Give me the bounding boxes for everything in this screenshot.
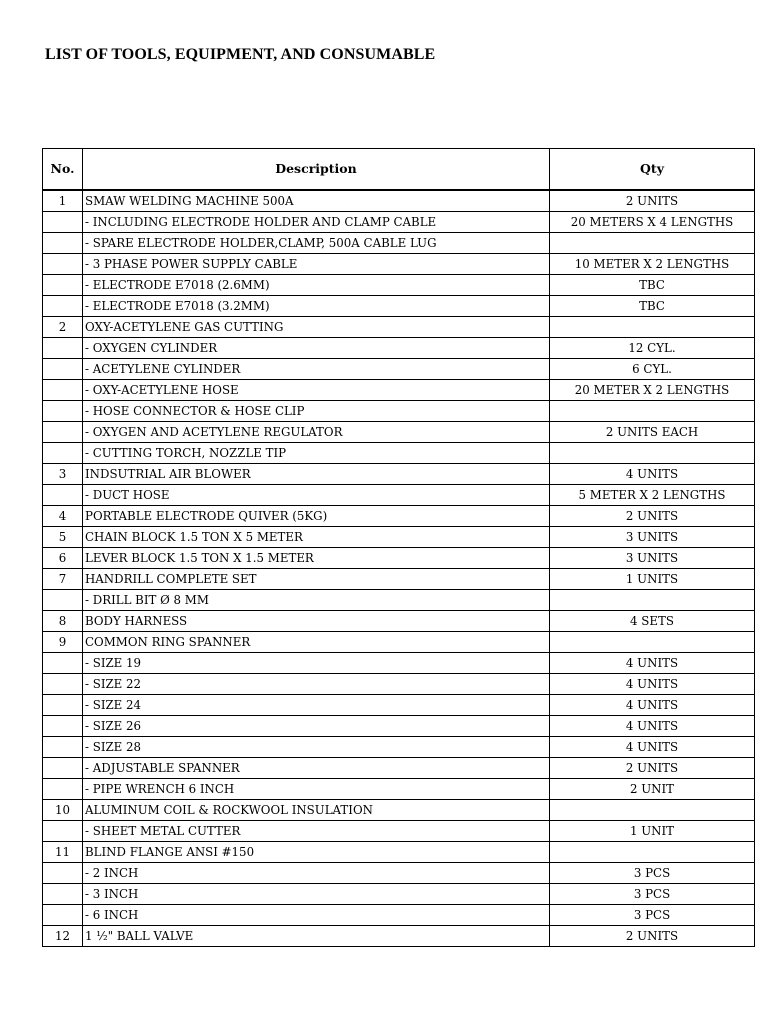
cell-qty: TBC	[550, 275, 755, 296]
cell-description: - OXY-ACETYLENE HOSE	[83, 380, 550, 401]
table-row	[43, 779, 755, 800]
table-row	[43, 695, 755, 716]
table-body	[43, 190, 755, 947]
cell-qty: 3 UNITS	[550, 548, 755, 569]
equipment-table	[42, 148, 755, 947]
cell-no	[43, 338, 83, 359]
table-row	[43, 863, 755, 884]
cell-no	[43, 674, 83, 695]
cell-no	[43, 758, 83, 779]
table-row	[43, 632, 755, 653]
cell-no: 8	[43, 611, 83, 632]
cell-description: - ELECTRODE E7018 (2.6MM)	[83, 275, 550, 296]
cell-description: - SIZE 24	[83, 695, 550, 716]
cell-no	[43, 884, 83, 905]
table-row	[43, 212, 755, 233]
cell-no: 3	[43, 464, 83, 485]
header-qty: Qty	[550, 149, 755, 191]
cell-qty	[550, 842, 755, 863]
cell-qty	[550, 632, 755, 653]
cell-description: - 6 INCH	[83, 905, 550, 926]
cell-qty: 2 UNITS	[550, 926, 755, 947]
cell-qty: 2 UNITS EACH	[550, 422, 755, 443]
cell-no: 6	[43, 548, 83, 569]
cell-no	[43, 422, 83, 443]
table-row	[43, 926, 755, 947]
header-row	[43, 149, 755, 191]
cell-qty: 2 UNITS	[550, 758, 755, 779]
cell-qty: 3 PCS	[550, 863, 755, 884]
document-title: LIST OF TOOLS, EQUIPMENT, AND CONSUMABLE	[45, 46, 436, 63]
cell-no	[43, 233, 83, 254]
cell-no: 5	[43, 527, 83, 548]
cell-qty: 2 UNIT	[550, 779, 755, 800]
table-row	[43, 190, 755, 212]
cell-description: COMMON RING SPANNER	[83, 632, 550, 653]
cell-description: - SPARE ELECTRODE HOLDER,CLAMP, 500A CABLE LUG	[83, 233, 550, 254]
cell-description: SMAW WELDING MACHINE 500A	[83, 190, 550, 212]
cell-qty: TBC	[550, 296, 755, 317]
table-row	[43, 296, 755, 317]
table-row	[43, 590, 755, 611]
cell-no	[43, 401, 83, 422]
cell-qty	[550, 317, 755, 338]
cell-qty: 5 METER X 2 LENGTHS	[550, 485, 755, 506]
cell-description: - PIPE WRENCH 6 INCH	[83, 779, 550, 800]
cell-no	[43, 779, 83, 800]
cell-no	[43, 485, 83, 506]
cell-no	[43, 821, 83, 842]
cell-description: - ELECTRODE E7018 (3.2MM)	[83, 296, 550, 317]
cell-description: BODY HARNESS	[83, 611, 550, 632]
table-row	[43, 401, 755, 422]
cell-description: - ACETYLENE CYLINDER	[83, 359, 550, 380]
table-row	[43, 737, 755, 758]
table-row	[43, 884, 755, 905]
cell-description: - DUCT HOSE	[83, 485, 550, 506]
cell-no	[43, 296, 83, 317]
cell-qty: 20 METERS X 4 LENGTHS	[550, 212, 755, 233]
cell-qty: 3 PCS	[550, 905, 755, 926]
cell-no: 10	[43, 800, 83, 821]
cell-description: - SIZE 26	[83, 716, 550, 737]
cell-no	[43, 443, 83, 464]
cell-description: - CUTTING TORCH, NOZZLE TIP	[83, 443, 550, 464]
cell-no: 1	[43, 190, 83, 212]
cell-no	[43, 380, 83, 401]
table-row	[43, 485, 755, 506]
header-no: No.	[43, 149, 83, 191]
table-row	[43, 317, 755, 338]
cell-qty: 2 UNITS	[550, 190, 755, 212]
cell-description: - 2 INCH	[83, 863, 550, 884]
cell-description: - ADJUSTABLE SPANNER	[83, 758, 550, 779]
cell-description: OXY-ACETYLENE GAS CUTTING	[83, 317, 550, 338]
table-row	[43, 443, 755, 464]
cell-qty: 10 METER X 2 LENGTHS	[550, 254, 755, 275]
table-row	[43, 611, 755, 632]
table-row	[43, 527, 755, 548]
cell-description: - 3 INCH	[83, 884, 550, 905]
table-row	[43, 842, 755, 863]
table-row	[43, 548, 755, 569]
cell-no: 11	[43, 842, 83, 863]
cell-description: - SHEET METAL CUTTER	[83, 821, 550, 842]
cell-qty: 4 SETS	[550, 611, 755, 632]
cell-qty	[550, 401, 755, 422]
cell-description: - DRILL BIT Ø 8 MM	[83, 590, 550, 611]
cell-description: - 3 PHASE POWER SUPPLY CABLE	[83, 254, 550, 275]
cell-no: 7	[43, 569, 83, 590]
cell-qty: 4 UNITS	[550, 737, 755, 758]
table-row	[43, 653, 755, 674]
cell-no	[43, 590, 83, 611]
table-row	[43, 800, 755, 821]
cell-description: - INCLUDING ELECTRODE HOLDER AND CLAMP CABLE	[83, 212, 550, 233]
cell-no	[43, 716, 83, 737]
cell-no: 2	[43, 317, 83, 338]
table-row	[43, 506, 755, 527]
cell-qty	[550, 590, 755, 611]
table-row	[43, 275, 755, 296]
cell-no	[43, 905, 83, 926]
cell-no	[43, 737, 83, 758]
cell-description: - SIZE 22	[83, 674, 550, 695]
cell-no	[43, 212, 83, 233]
cell-qty: 4 UNITS	[550, 695, 755, 716]
cell-qty: 6 CYL.	[550, 359, 755, 380]
cell-qty: 4 UNITS	[550, 653, 755, 674]
table-row	[43, 821, 755, 842]
cell-description: PORTABLE ELECTRODE QUIVER (5KG)	[83, 506, 550, 527]
cell-qty: 3 PCS	[550, 884, 755, 905]
cell-no	[43, 653, 83, 674]
cell-description: - OXYGEN AND ACETYLENE REGULATOR	[83, 422, 550, 443]
cell-qty: 1 UNIT	[550, 821, 755, 842]
cell-qty	[550, 443, 755, 464]
cell-description: - HOSE CONNECTOR & HOSE CLIP	[83, 401, 550, 422]
table-row	[43, 905, 755, 926]
cell-qty: 3 UNITS	[550, 527, 755, 548]
cell-qty	[550, 233, 755, 254]
header-description: Description	[83, 149, 550, 191]
cell-qty	[550, 800, 755, 821]
table-row	[43, 380, 755, 401]
cell-description: - SIZE 19	[83, 653, 550, 674]
table-row	[43, 338, 755, 359]
cell-no	[43, 254, 83, 275]
table-row	[43, 233, 755, 254]
cell-description: HANDRILL COMPLETE SET	[83, 569, 550, 590]
cell-qty: 1 UNITS	[550, 569, 755, 590]
cell-description: - OXYGEN CYLINDER	[83, 338, 550, 359]
cell-description: CHAIN BLOCK 1.5 TON X 5 METER	[83, 527, 550, 548]
table-row	[43, 464, 755, 485]
cell-description: INDSUTRIAL AIR BLOWER	[83, 464, 550, 485]
cell-no	[43, 695, 83, 716]
cell-qty: 4 UNITS	[550, 464, 755, 485]
table-row	[43, 569, 755, 590]
cell-no: 12	[43, 926, 83, 947]
cell-qty: 2 UNITS	[550, 506, 755, 527]
cell-qty: 4 UNITS	[550, 716, 755, 737]
cell-description: 1 ½" BALL VALVE	[83, 926, 550, 947]
cell-no	[43, 359, 83, 380]
cell-description: LEVER BLOCK 1.5 TON X 1.5 METER	[83, 548, 550, 569]
cell-no	[43, 275, 83, 296]
cell-description: BLIND FLANGE ANSI #150	[83, 842, 550, 863]
table-row	[43, 422, 755, 443]
cell-description: - SIZE 28	[83, 737, 550, 758]
cell-qty: 20 METER X 2 LENGTHS	[550, 380, 755, 401]
table-header	[43, 149, 755, 191]
cell-no	[43, 863, 83, 884]
cell-qty: 12 CYL.	[550, 338, 755, 359]
cell-no: 4	[43, 506, 83, 527]
cell-description: ALUMINUM COIL & ROCKWOOL INSULATION	[83, 800, 550, 821]
table-row	[43, 254, 755, 275]
table-row	[43, 674, 755, 695]
table-row	[43, 716, 755, 737]
cell-qty: 4 UNITS	[550, 674, 755, 695]
cell-no: 9	[43, 632, 83, 653]
table-row	[43, 758, 755, 779]
table-row	[43, 359, 755, 380]
